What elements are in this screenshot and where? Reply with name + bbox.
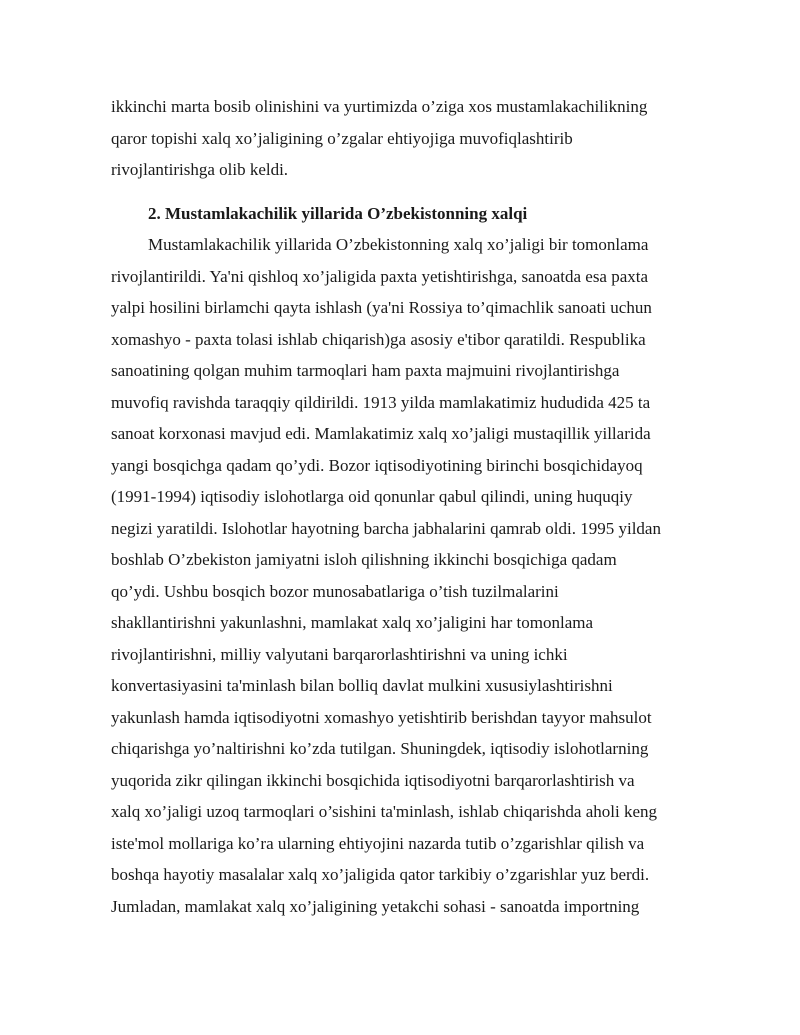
body-line: xalq xo’jaligi uzoq tarmoqlari o’sishini ta'minlash, ishlab chiqarishda aholi keng [111, 802, 658, 821]
body-line: rivojlantirildi. Ya'ni qishloq xo’jaligida paxta yetishtirishga, sanoatda esa paxta [111, 266, 649, 286]
body-line: xomashyo - paxta tolasi ishlab chiqarish)ga asosiy e'tibor qaratildi. Respublika [111, 329, 646, 349]
body-line: yakunlash hamda iqtisodiyotni xomashyo yetishtirib berishdan tayyor mahsulot [111, 707, 652, 727]
body-line: rivojlantirishni, milliy valyutani barqarorlashtirishni va uning ichki [111, 644, 568, 664]
body-line: chiqarishga yo’naltirishni ko’zda tutilgan. Shuningdek, iqtisodiy islohotlarning [111, 739, 649, 758]
intro-line: ikkinchi marta bosib olinishini va yurtimizda o’ziga xos mustamlakachilikning [111, 97, 648, 116]
paragraph-gap [111, 186, 701, 198]
document-text [111, 91, 701, 922]
body-line: negizi yaratildi. Islohotlar hayotning barcha jabhalarini qamrab oldi. 1995 yildan [111, 518, 661, 538]
body-line: sanoatining qolgan muhim tarmoqlari ham paxta majmuini rivojlantirishga [111, 361, 620, 380]
body-line: sanoat korxonasi mavjud edi. Mamlakatimiz xalq xo’jaligi mustaqillik yillarida [111, 424, 651, 443]
body-line: yuqorida zikr qilingan ikkinchi bosqichida iqtisodiyotni barqarorlashtirish va [111, 770, 635, 790]
body-line: (1991-1994) iqtisodiy islohotlarga oid qonunlar qabul qilindi, uning huquqiy [111, 487, 633, 506]
body-line: konvertasiyasini ta'minlash bilan bolliq davlat mulkini xususiylashtirishni [111, 676, 613, 695]
body-line: muvofiq ravishda taraqqiy qildirildi. 1913 yilda mamlakatimiz hududida 425 ta [111, 392, 651, 412]
body-line: qo’ydi. Ushbu bosqich bozor munosabatlariga o’tish tuzilmalarini [111, 581, 559, 601]
body-line: boshlab O’zbekiston jamiyatni isloh qilishning ikkinchi bosqichiga qadam [111, 550, 617, 569]
body-line: yangi bosqichga qadam qo’ydi. Bozor iqtisodiyotining birinchi bosqichidayoq [111, 455, 643, 475]
section-heading: 2. Mustamlakachilik yillarida O’zbekistonning xalqi [148, 203, 528, 223]
intro-line: qaror topishi xalq xo’jaligining o’zgalar ehtiyojiga muvofiqlashtirib [111, 128, 573, 148]
body-line: boshqa hayotiy masalalar xalq xo’jaligida qator tarkibiy o’zgarishlar yuz berdi. [111, 865, 650, 884]
body-line: shakllantirishni yakunlashni, mamlakat xalq xo’jaligini har tomonlama [111, 613, 594, 632]
intro-line: rivojlantirishga olib keldi. [111, 160, 289, 179]
body-line: iste'mol mollariga ko’ra ularning ehtiyojini nazarda tutib o’zgarishlar qilish va [111, 833, 645, 853]
body-line: yalpi hosilini birlamchi qayta ishlash (ya'ni Rossiya to’qimachlik sanoati uchun [111, 298, 652, 317]
body-line: Mustamlakachilik yillarida O’zbekistonning xalq xo’jaligi bir tomonlama [148, 235, 649, 254]
body-line: Jumladan, mamlakat xalq xo’jaligining yetakchi sohasi - sanoatda importning [111, 896, 640, 916]
